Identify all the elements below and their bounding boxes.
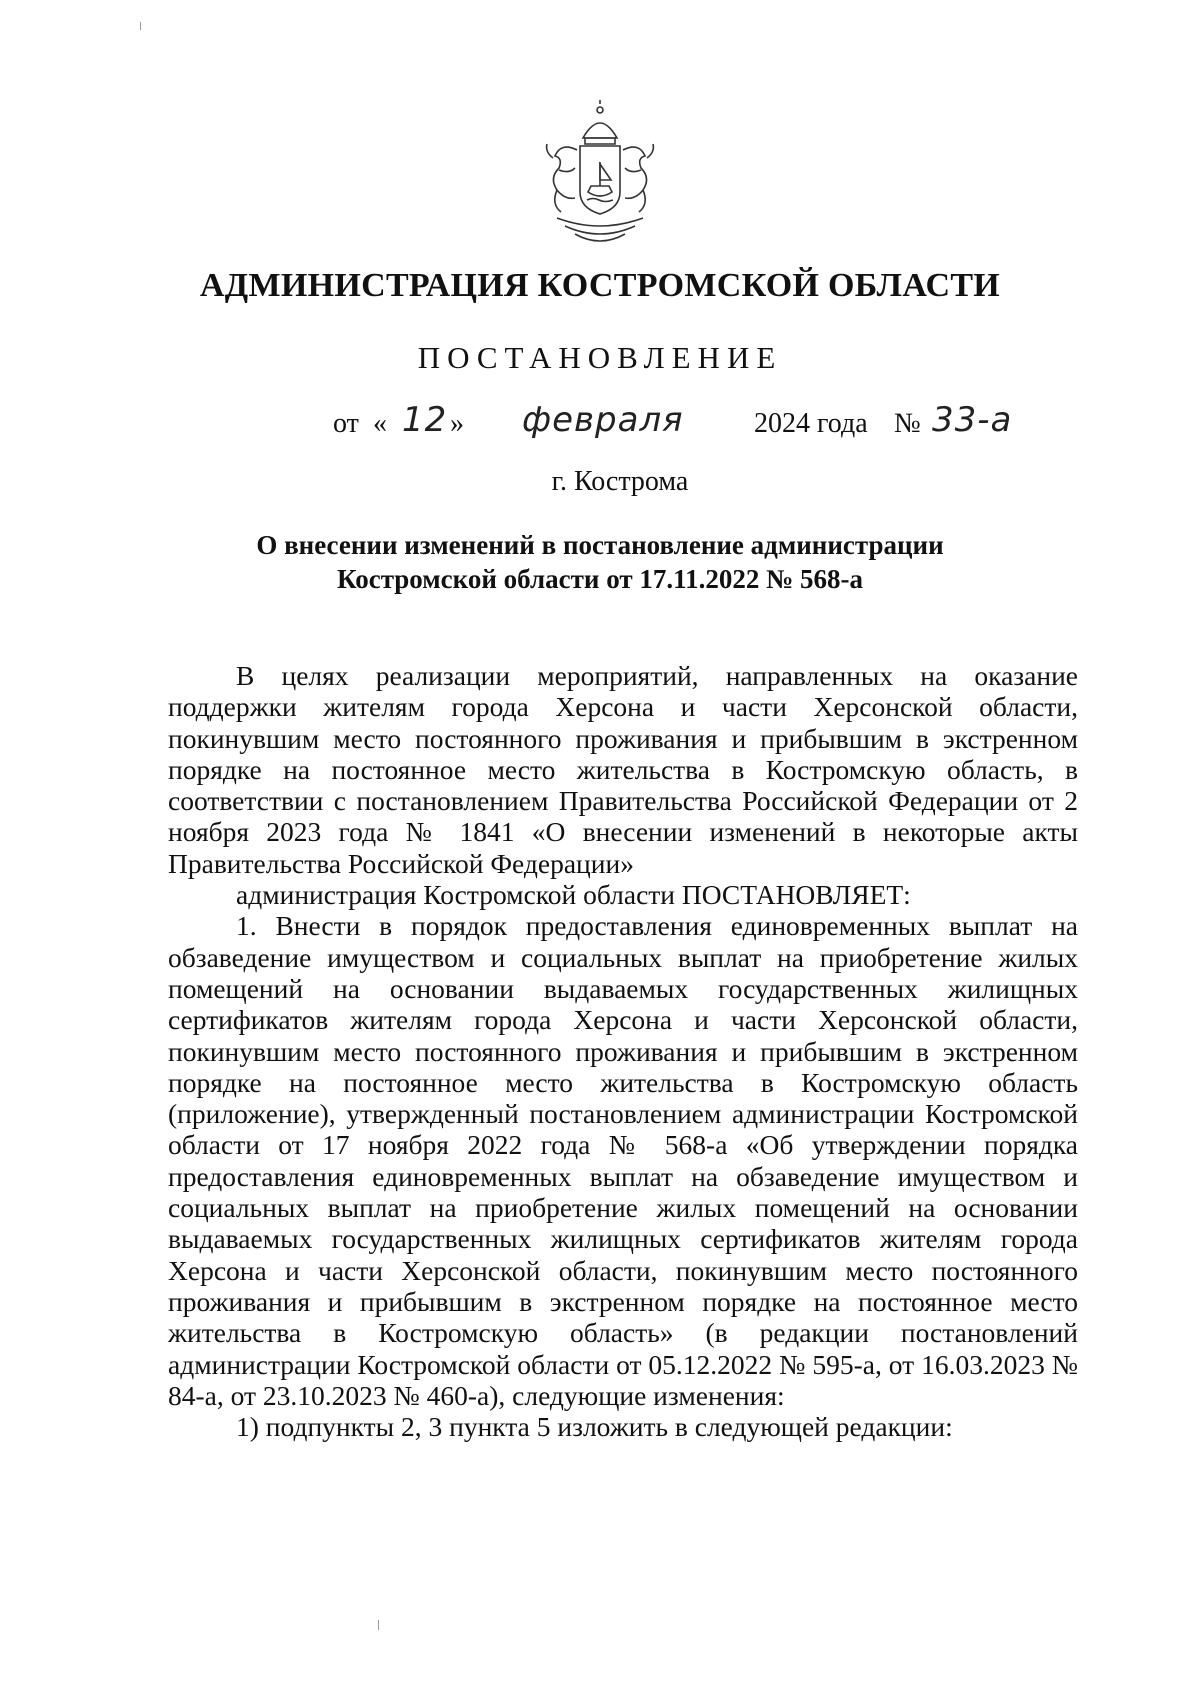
- paragraph-subitem-1: 1) подпункты 2, 3 пункта 5 изложить в следующей редакции:: [236, 1411, 953, 1443]
- quote-open: «: [373, 408, 387, 439]
- day-handwritten: 12: [402, 400, 448, 440]
- date-prefix: от: [333, 408, 359, 439]
- document-title: [0, 528, 1200, 596]
- month-handwritten: февраля: [522, 400, 684, 440]
- organization-name: АДМИНИСТРАЦИЯ КОСТРОМСКОЙ ОБЛАСТИ: [199, 267, 1001, 304]
- number-sign: №: [894, 408, 921, 439]
- quote-close: »: [450, 408, 464, 439]
- number-handwritten: 33-а: [932, 400, 1013, 440]
- date-line: [0, 400, 1200, 450]
- year-text: 2024 года: [754, 408, 868, 439]
- scan-speck: [378, 1620, 379, 1630]
- document-body: [168, 660, 1078, 1442]
- document-type: ПОСТАНОВЛЕНИЕ: [417, 340, 783, 375]
- city: г. Кострома: [551, 466, 689, 497]
- paragraph-resolves: администрация Костромской области ПОСТАНОВЛЯЕТ:: [236, 879, 911, 911]
- scan-speck: [140, 22, 141, 30]
- title-line-2: Костромской области от 17.11.2022 № 568-а: [336, 564, 863, 594]
- paragraph-item-1: 1. Внести в порядок предоставления единовременных выплат на обзаведение имуществом и социальных выплат на приобретение жилых помещений на основании выдаваемых государственных жилищных сертификатов жителям города Херсона и части Херсонской области, покинувшим место постоянного проживания и прибывшим в экстренном порядке на постоянное место жительства в Костромскую область (приложение), утвержденный постановлением администрации Костромской области от 17 ноября 2022 года № 568-а «Об утверждении порядка предоставления единовременных выплат на обзаведение имуществом и социальных выплат на приобретение жилых помещений на основании выдаваемых государственных жилищных сертификатов жителям города Херсона и части Херсонской области, покинувшим место постоянного проживания и прибывшим в экстренном порядке на постоянное место жительства в Костромскую область» (в редакции постановлений администрации Костромской области от 05.12.2022 № 595-а, от 16.03.2023 № 84-а, от 23.10.2023 № 460-а), следующие изменения:: [168, 910, 1078, 1411]
- title-line-1: О внесении изменений в постановление администрации: [256, 530, 944, 560]
- coat-of-arms-icon: [535, 100, 665, 250]
- paragraph-preamble: В целях реализации мероприятий, направленных на оказание поддержки жителям города Херсона и части Херсонской области, покинувшим место постоянного проживания и прибывшим в экстренном порядке на постоянное место жительства в Костромскую область, в соответствии с постановлением Правительства Российской Федерации от 2 ноября 2023 года № 1841 «О внесении изменений в некоторые акты Правительства Российской Федерации»: [168, 660, 1078, 879]
